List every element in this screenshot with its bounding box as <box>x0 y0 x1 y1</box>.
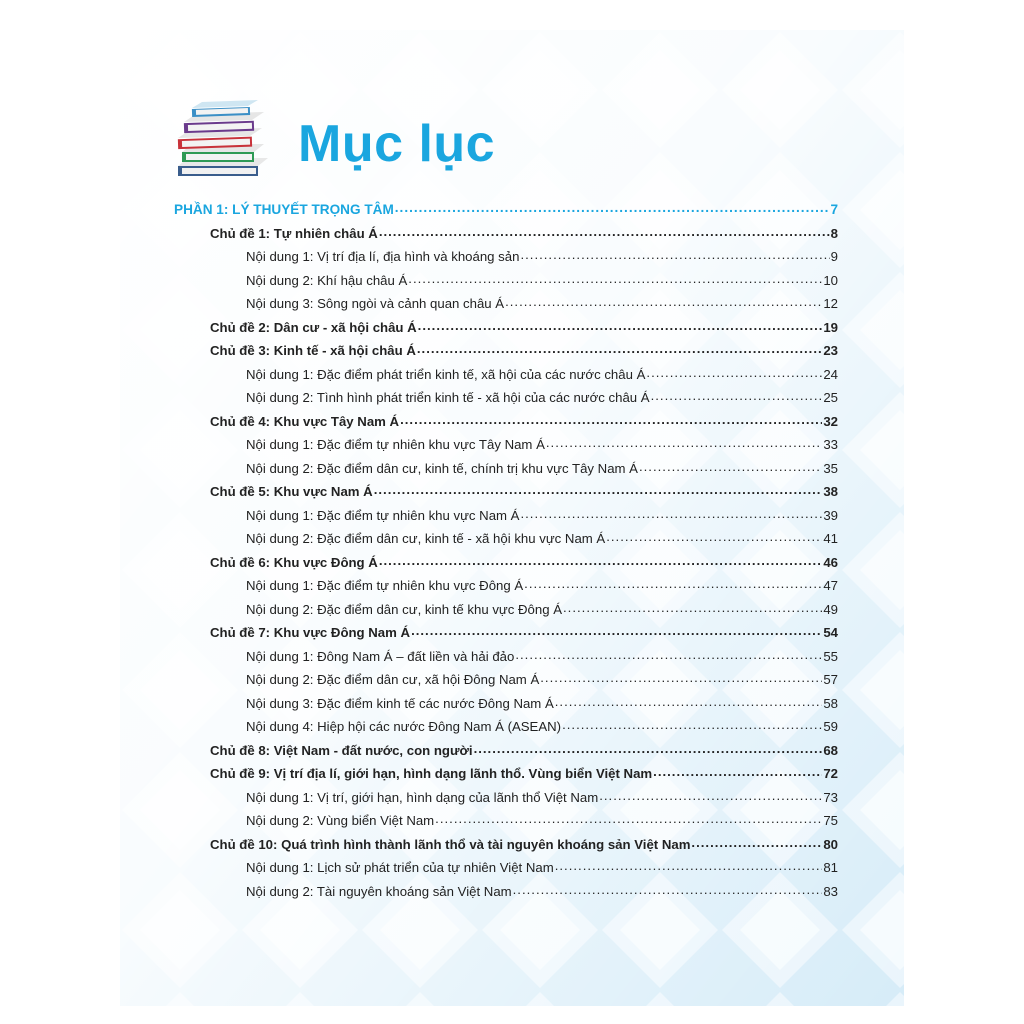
toc-entry-content <box>174 882 838 906</box>
dot-leader <box>555 858 823 872</box>
dot-leader <box>646 365 822 379</box>
toc-entry-page-number: 81 <box>823 860 838 875</box>
toc-entry-topic <box>174 741 838 765</box>
dot-leader <box>651 388 823 402</box>
toc-entry-page-number: 83 <box>823 883 838 899</box>
dot-leader <box>435 811 822 825</box>
dot-leader <box>524 576 822 590</box>
dot-leader <box>417 341 822 355</box>
toc-entry-topic <box>174 835 838 859</box>
document-page <box>120 30 904 1006</box>
toc-entry-page-number: 55 <box>823 648 838 664</box>
toc-entry-label: Chủ đề 9: Vị trí địa lí, giới hạn, hình dạng lãnh thổ. Vùng biển Việt Nam <box>210 766 653 781</box>
toc-entry-topic <box>174 623 838 647</box>
toc-entry-content <box>174 529 838 553</box>
dot-leader <box>374 482 823 496</box>
toc-entry-label: Nội dung 1: Lịch sử phát triển của tự nhiên Việt Nam <box>246 860 554 875</box>
toc-entry-content <box>174 576 838 600</box>
toc-entry-page-number: 59 <box>823 719 838 734</box>
toc-entry-page-number: 10 <box>823 272 838 288</box>
toc-entry-topic <box>174 482 838 506</box>
toc-entry-topic <box>174 224 838 248</box>
table-of-contents <box>174 200 838 905</box>
toc-entry-label: Nội dung 2: Đặc điểm dân cư, xã hội Đông Nam Á <box>246 672 540 687</box>
toc-entry-page-number: 32 <box>823 413 838 429</box>
toc-entry-page-number: 58 <box>823 695 838 711</box>
dot-leader <box>599 788 822 802</box>
toc-entry-page-number: 25 <box>823 390 838 405</box>
toc-entry-label: Nội dung 2: Tình hình phát triển kinh tế - xã hội của các nước châu Á <box>246 390 650 405</box>
toc-entry-label: Chủ đề 8: Việt Nam - đất nước, con người <box>210 742 473 758</box>
dot-leader <box>555 694 823 708</box>
toc-entry-label: Nội dung 1: Đặc điểm tự nhiên khu vực Nam Á <box>246 507 520 523</box>
toc-entry-page-number: 8 <box>830 225 838 241</box>
dot-leader <box>639 459 822 473</box>
toc-entry-label: Nội dung 2: Vùng biển Việt Nam <box>246 813 435 828</box>
toc-entry-label: Nội dung 2: Đặc điểm dân cư, kinh tế khu vực Đông Á <box>246 601 563 617</box>
toc-entry-label: Nội dung 3: Sông ngòi và cảnh quan châu Á <box>246 296 505 311</box>
toc-entry-content <box>174 365 838 389</box>
toc-entry-content <box>174 811 838 835</box>
dot-leader <box>400 412 822 426</box>
toc-entry-page-number: 68 <box>823 742 838 758</box>
toc-entry-label: Nội dung 4: Hiệp hội các nước Đông Nam Á (ASEAN) <box>246 719 562 734</box>
stack-of-books-icon <box>172 96 274 184</box>
toc-entry-label: Chủ đề 6: Khu vực Đông Á <box>210 554 378 570</box>
dot-leader <box>395 200 830 214</box>
toc-entry-content <box>174 247 838 271</box>
toc-entry-content <box>174 717 838 741</box>
toc-entry-page-number: 39 <box>823 507 838 523</box>
toc-entry-content <box>174 670 838 694</box>
toc-entry-topic <box>174 764 838 788</box>
toc-entry-page-number: 23 <box>823 343 838 358</box>
toc-entry-label: Nội dung 2: Khí hậu châu Á <box>246 272 408 288</box>
toc-entry-content <box>174 694 838 718</box>
toc-entry-page-number: 7 <box>830 202 838 217</box>
toc-entry-label: Nội dung 2: Đặc điểm dân cư, kinh tế - xã hội khu vực Nam Á <box>246 531 606 546</box>
toc-entry-content <box>174 294 838 318</box>
toc-entry-page-number: 80 <box>823 836 838 852</box>
page-title: Mục lục <box>298 115 496 173</box>
toc-entry-content <box>174 788 838 812</box>
toc-entry-page-number: 54 <box>823 625 838 640</box>
dot-leader <box>520 506 822 520</box>
dot-leader <box>563 600 822 614</box>
toc-entry-label: Chủ đề 5: Khu vực Nam Á <box>210 484 373 499</box>
dot-leader <box>379 224 830 238</box>
toc-entry-page-number: 38 <box>823 484 838 499</box>
toc-entry-page-number: 35 <box>823 460 838 476</box>
toc-entry-label: Chủ đề 4: Khu vực Tây Nam Á <box>210 413 400 429</box>
dot-leader <box>691 835 822 849</box>
toc-entry-label: Nội dung 3: Đặc điểm kinh tế các nước Đông Nam Á <box>246 695 554 711</box>
toc-entry-label: Nội dung 1: Đặc điểm tự nhiên khu vực Tây Nam Á <box>246 437 545 452</box>
toc-entry-label: Nội dung 2: Đặc điểm dân cư, kinh tế, chính trị khu vực Tây Nam Á <box>246 460 638 476</box>
dot-leader <box>379 553 823 567</box>
toc-entry-page-number: 49 <box>823 601 838 617</box>
toc-entry-content <box>174 600 838 624</box>
toc-entry-content <box>174 506 838 530</box>
toc-entry-page-number: 57 <box>823 672 838 687</box>
toc-entry-label: Nội dung 2: Tài nguyên khoáng sản Việt Nam <box>246 883 512 899</box>
toc-entry-page-number: 46 <box>823 554 838 570</box>
toc-entry-page-number: 9 <box>830 249 838 264</box>
toc-entry-page-number: 41 <box>823 531 838 546</box>
toc-entry-label: Nội dung 1: Đặc điểm phát triển kinh tế, xã hội của các nước châu Á <box>246 366 646 382</box>
toc-entry-page-number: 47 <box>823 578 838 593</box>
toc-entry-page-number: 19 <box>823 319 838 335</box>
toc-entry-page-number: 72 <box>823 766 838 781</box>
dot-leader <box>653 764 822 778</box>
toc-entry-label: Chủ đề 7: Khu vực Đông Nam Á <box>210 625 411 640</box>
toc-entry-content <box>174 271 838 295</box>
toc-entry-page-number: 24 <box>823 366 838 382</box>
toc-entry-content <box>174 858 838 882</box>
dot-leader <box>540 670 822 684</box>
dot-leader <box>411 623 822 637</box>
dot-leader <box>515 647 822 661</box>
dot-leader <box>408 271 822 285</box>
dot-leader <box>562 717 822 731</box>
toc-entry-content <box>174 647 838 671</box>
toc-entry-label: Chủ đề 10: Quá trình hình thành lãnh thổ và tài nguyên khoáng sản Việt Nam <box>210 836 691 852</box>
toc-entry-label: Chủ đề 3: Kinh tế - xã hội châu Á <box>210 343 416 358</box>
toc-entry-label: PHẦN 1: LÝ THUYẾT TRỌNG TÂM <box>174 202 394 217</box>
dot-leader <box>546 435 822 449</box>
toc-entry-topic <box>174 412 838 436</box>
dot-leader <box>606 529 822 543</box>
toc-entry-topic <box>174 318 838 342</box>
toc-entry-content <box>174 435 838 459</box>
dot-leader <box>520 247 829 261</box>
toc-entry-topic <box>174 341 838 365</box>
toc-entry-page-number: 73 <box>823 789 838 805</box>
dot-leader <box>513 882 823 896</box>
toc-entry-label: Chủ đề 1: Tự nhiên châu Á <box>210 225 378 241</box>
toc-entry-page-number: 12 <box>823 296 838 311</box>
toc-entry-page-number: 75 <box>823 813 838 828</box>
toc-entry-topic <box>174 553 838 577</box>
dot-leader <box>474 741 823 755</box>
toc-entry-page-number: 33 <box>823 437 838 452</box>
toc-entry-label: Nội dung 1: Đặc điểm tự nhiên khu vực Đông Á <box>246 578 524 593</box>
dot-leader <box>418 318 823 332</box>
dot-leader <box>505 294 822 308</box>
toc-entry-label: Chủ đề 2: Dân cư - xã hội châu Á <box>210 319 417 335</box>
toc-entry-label: Nội dung 1: Vị trí, giới hạn, hình dạng của lãnh thổ Việt Nam <box>246 789 599 805</box>
toc-entry-part <box>174 200 838 224</box>
toc-entry-content <box>174 388 838 412</box>
toc-entry-label: Nội dung 1: Vị trí địa lí, địa hình và khoáng sản <box>246 249 520 264</box>
toc-entry-label: Nội dung 1: Đông Nam Á – đất liền và hải đảo <box>246 648 515 664</box>
toc-entry-content <box>174 459 838 483</box>
